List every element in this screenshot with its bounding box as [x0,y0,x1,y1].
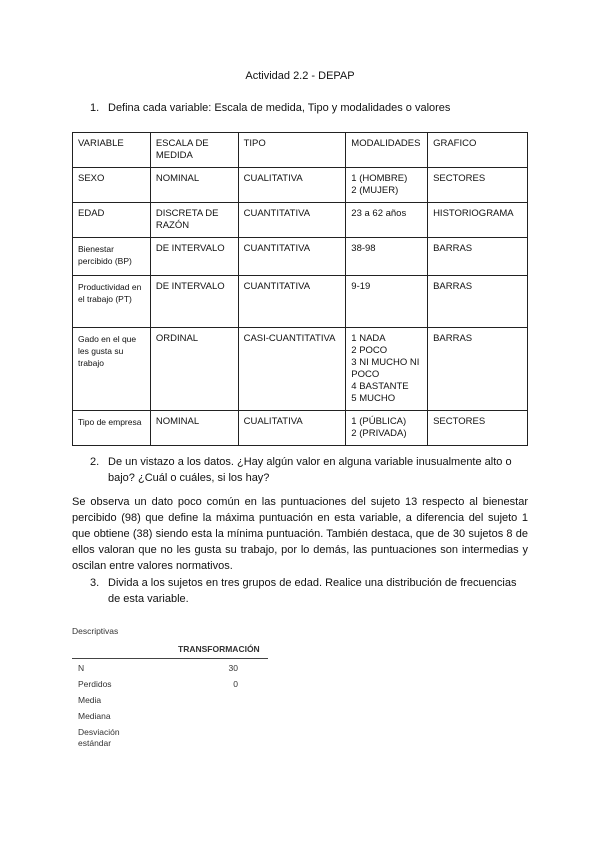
cell-escala: ORDINAL [150,328,238,411]
cell-grafico: SECTORES [428,168,528,203]
question-3-text: Divida a los sujetos en tres grupos de edad. Realice una distribución de frecuencias de esta variable. [108,577,517,605]
modalidad: 3 NI MUCHO NI POCO [351,357,420,380]
header-variable: VARIABLE [73,133,151,168]
cell-tipo: CUALITATIVA [238,168,346,203]
cell-grafico: HISTORIOGRAMA [428,203,528,238]
question-2-number: 2. [90,456,100,468]
page-title: Actividad 2.2 - DEPAP [245,70,355,82]
cell-grafico: BARRAS [428,238,528,276]
question-1-text: Defina cada variable: Escala de medida, Tipo y modalidades o valores [108,102,451,114]
descriptivas-column-label: TRANSFORMACIÓN [178,644,260,654]
modalidad: 1 NADA [351,333,386,344]
table-row [72,723,268,751]
modalidad: 1 (HOMBRE) [351,173,408,184]
cell-variable: Tipo de empresa [73,411,151,446]
cell-modalidades [346,276,428,328]
stat-label: N [78,663,85,673]
header-escala: ESCALA DE MEDIDA [150,133,238,168]
table-row [72,707,268,723]
question-3-number: 3. [90,577,100,589]
question-1-number: 1. [90,102,100,114]
cell-modalidades [346,203,428,238]
cell-escala: NOMINAL [150,168,238,203]
table-row [73,411,528,446]
descriptivas-title: Descriptivas [72,626,119,636]
answer-2-paragraph: Se observa un dato poco común en las puntuaciones del sujeto 13 respecto al bienestar percibido (98) que define la máxima puntuación en esta variable, a diferencia del sujeto 1 que obtiene (38) siendo esta la mínima puntuación. También destaca, que de 30 sujetos 8 de ellos valoran que no les gusta su trabajo, por lo demás, las puntuaciones son intermedias y oscilan entre valores normativos. [72,496,528,572]
header-tipo: TIPO [238,133,346,168]
stat-value: 0 [233,679,238,689]
cell-grafico: SECTORES [428,411,528,446]
cell-variable: Productividad en el trabajo (PT) [73,276,151,328]
variables-table [72,132,528,446]
question-2 [90,454,530,486]
cell-escala: DE INTERVALO [150,276,238,328]
header-grafico: GRAFICO [428,133,528,168]
table-row [73,168,528,203]
question-1 [90,100,530,116]
stat-label: Mediana [78,711,111,721]
modalidad: 9-19 [351,281,371,292]
cell-tipo: CUANTITATIVA [238,203,346,238]
modalidad: 2 POCO [351,345,388,356]
table-row [72,659,268,675]
modalidad: 5 MUCHO [351,393,396,404]
cell-variable: EDAD [73,203,151,238]
modalidad: 2 (MUJER) [351,185,399,196]
stat-label: Media [78,695,102,705]
table-row [73,238,528,276]
cell-tipo: CUANTITATIVA [238,238,346,276]
cell-variable: Gado en el que les gusta su trabajo [73,328,151,411]
question-2-text: De un vistazo a los datos. ¿Hay algún valor en alguna variable inusualmente alto o bajo? ¿Cuál o cuáles, si los hay? [108,456,512,484]
table-header-row [73,133,528,168]
table-row [73,203,528,238]
stat-label: Perdidos [78,679,112,689]
modalidad: 2 (PRIVADA) [351,428,407,439]
modalidad: 4 BASTANTE [351,381,409,392]
cell-grafico: BARRAS [428,276,528,328]
modalidad: 23 a 62 años [351,208,407,219]
stat-value: 30 [228,663,238,673]
cell-modalidades [346,328,428,411]
table-row [73,276,528,328]
cell-tipo: CUANTITATIVA [238,276,346,328]
header-modalidades: MODALIDADES [346,133,428,168]
modalidad: 38-98 [351,243,376,254]
cell-escala: DE INTERVALO [150,238,238,276]
cell-variable: SEXO [73,168,151,203]
cell-modalidades [346,168,428,203]
cell-grafico: BARRAS [428,328,528,411]
cell-variable: Bienestar percibido (BP) [73,238,151,276]
table-row [72,691,268,707]
table-row [72,675,268,691]
cell-modalidades [346,411,428,446]
cell-escala: NOMINAL [150,411,238,446]
question-3 [90,575,530,607]
stat-label: Desviación estándar [78,727,120,748]
cell-escala: DISCRETA DE RAZÓN [150,203,238,238]
descriptivas-table [72,638,268,751]
cell-tipo: CUALITATIVA [238,411,346,446]
cell-tipo: CASI-CUANTITATIVA [238,328,346,411]
modalidad: 1 (PÚBLICA) [351,416,407,427]
cell-modalidades [346,238,428,276]
descriptivas-header [72,638,268,659]
table-row [73,328,528,411]
